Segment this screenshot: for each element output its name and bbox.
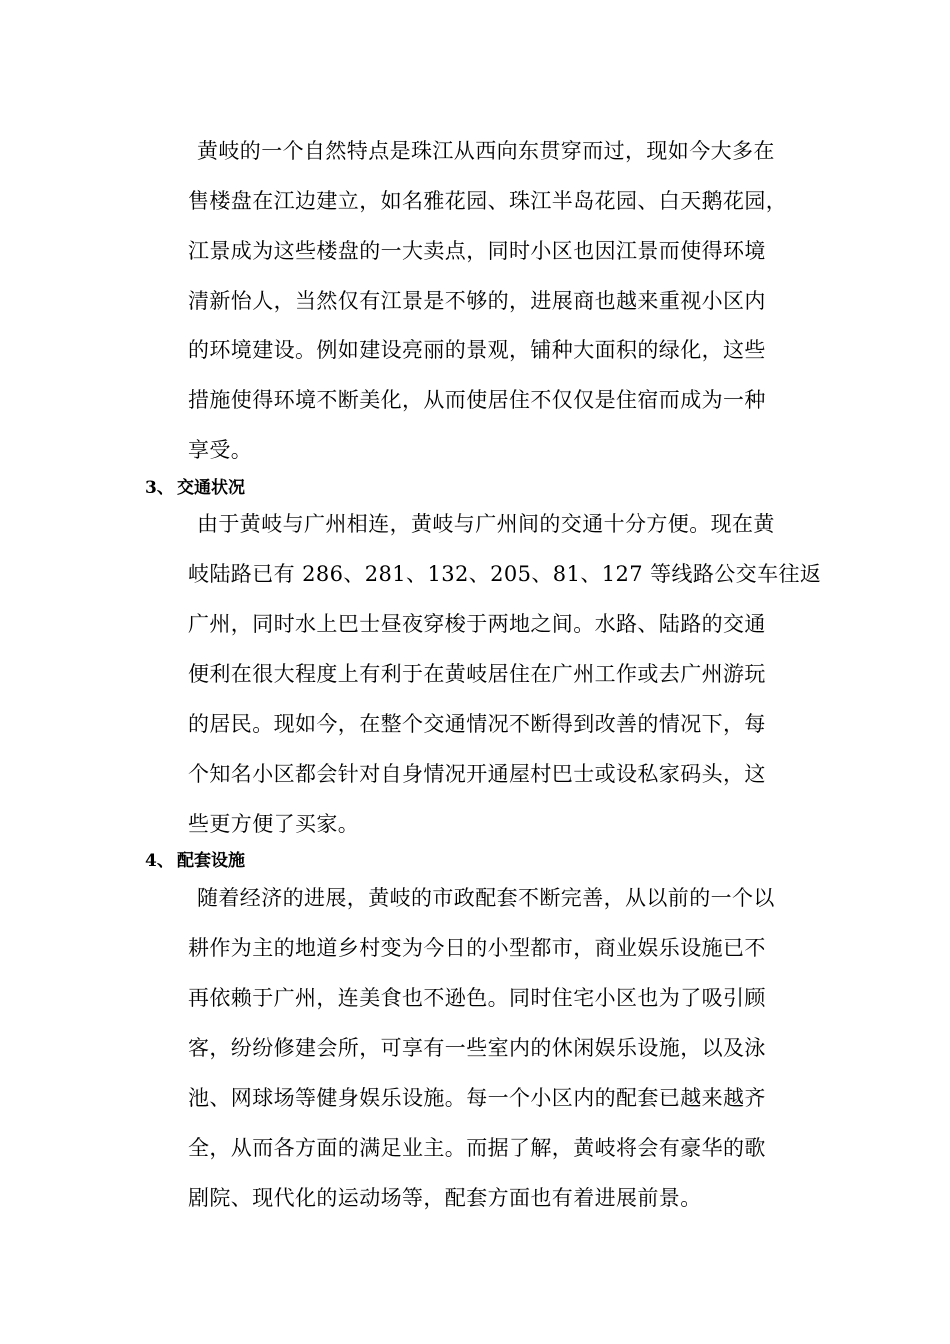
paragraph-line: 江景成为这些楼盘的一大卖点，同时小区也因江景而使得环境	[188, 239, 766, 263]
paragraph-line: 黄岐的一个自然特点是珠江从西向东贯穿而过，现如今大多在	[197, 139, 775, 163]
paragraph-line: 随着经济的进展，黄岐的市政配套不断完善，从以前的一个以	[197, 886, 775, 910]
section-title: 交通状况	[177, 478, 245, 498]
paragraph-line: 的居民。现如今，在整个交通情况不断得到改善的情况下，每	[188, 712, 766, 736]
paragraph-line: 剧院、现代化的运动场等，配套方面也有着进展前景。	[188, 1186, 702, 1210]
paragraph-line: 售楼盘在江边建立，如名雅花园、珠江半岛花园、白天鹅花园，	[188, 189, 788, 213]
paragraph-line: 享受。	[188, 438, 253, 462]
paragraph-line: 的环境建设。例如建设亮丽的景观，铺种大面积的绿化，这些	[188, 338, 766, 362]
paragraph-line: 清新怡人，当然仅有江景是不够的，进展商也越来重视小区内	[188, 289, 766, 313]
paragraph-line: 由于黄岐与广州相连，黄岐与广州间的交通十分方便。现在黄	[197, 512, 775, 536]
paragraph-line: 些更方便了买家。	[188, 812, 360, 836]
paragraph-line: 个知名小区都会针对自身情况开通屋村巴士或设私家码头，这	[188, 762, 766, 786]
paragraph-line: 措施使得环境不断美化，从而使居住不仅仅是住宿而成为一种	[188, 388, 766, 412]
paragraph-line: 便利在很大程度上有利于在黄岐居住在广州工作或去广州游玩	[188, 662, 766, 686]
paragraph-line: 再依赖于广州，连美食也不逊色。同时住宅小区也为了吸引顾	[188, 986, 766, 1010]
paragraph-line: 耕作为主的地道乡村变为今日的小型都市，商业娱乐设施已不	[188, 936, 766, 960]
paragraph-line: 岐陆路已有 286、281、132、205、81、127 等线路公交车往返	[188, 562, 822, 586]
section-number: 4、	[145, 851, 174, 871]
section-heading-transport	[145, 477, 245, 499]
section-heading-facilities	[145, 850, 245, 872]
paragraph-line: 全，从而各方面的满足业主。而据了解，黄岐将会有豪华的歌	[188, 1136, 766, 1160]
paragraph-line: 池、网球场等健身娱乐设施。每一个小区内的配套已越来越齐	[188, 1086, 766, 1110]
section-number: 3、	[145, 478, 174, 498]
paragraph-line: 广州，同时水上巴士昼夜穿梭于两地之间。水路、陆路的交通	[188, 612, 766, 636]
paragraph-line: 客，纷纷修建会所，可享有一些室内的休闲娱乐设施，以及泳	[188, 1036, 766, 1060]
section-title: 配套设施	[177, 851, 245, 871]
